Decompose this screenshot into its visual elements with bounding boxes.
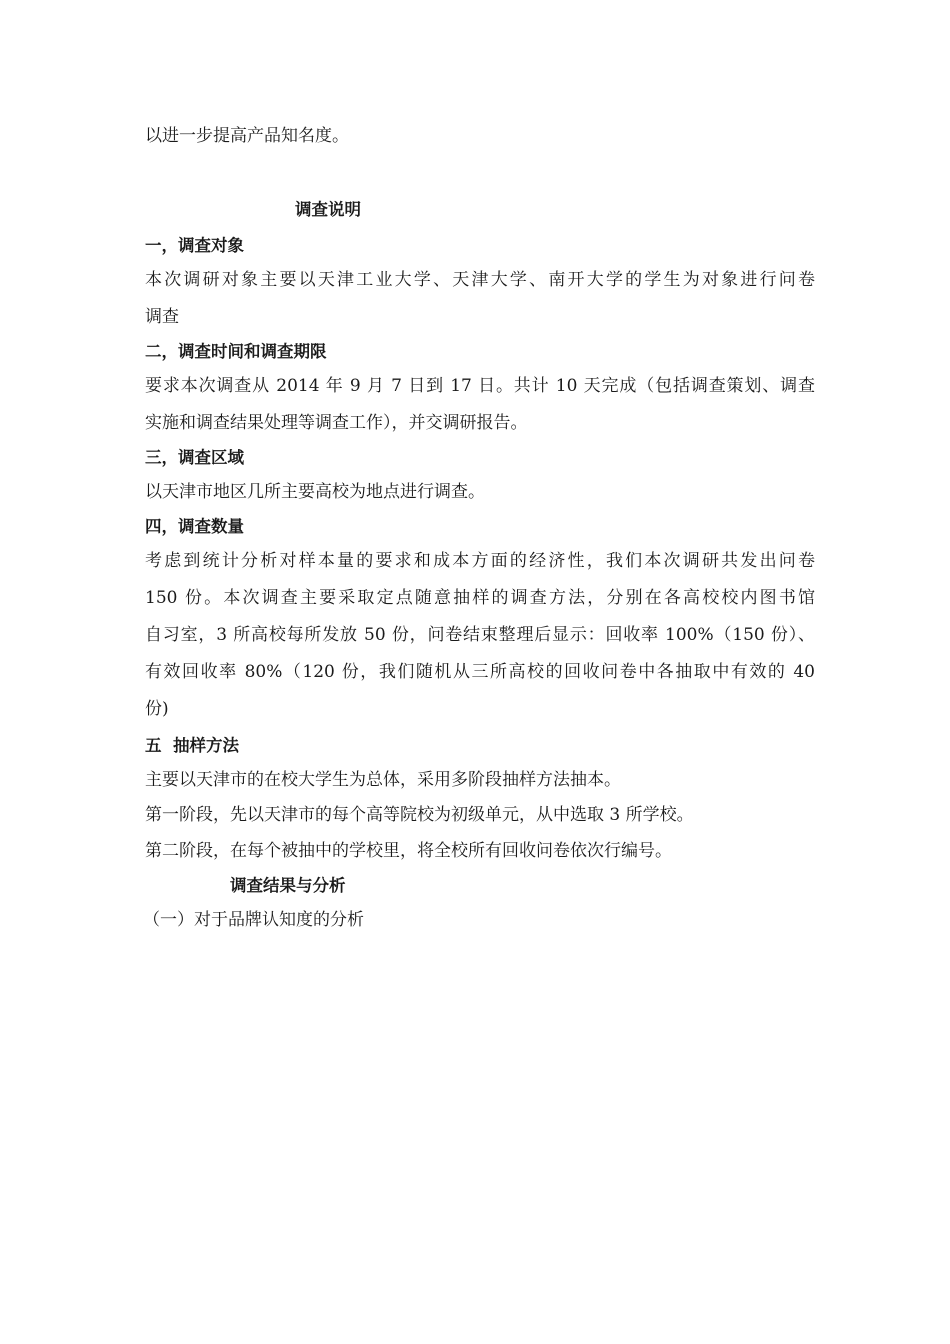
- item-1-line-1: 本次调研对象主要以天津工业大学、天津大学、南开大学的学生为对象进行问卷: [145, 270, 815, 290]
- item-5-line-1: 主要以天津市的在校大学生为总体，采用多阶段抽样方法抽本。: [145, 770, 621, 790]
- item-heading-3: 三，调查区域: [145, 448, 244, 467]
- item-5-line-3: 第二阶段，在每个被抽中的学校里，将全校所有回收问卷依次行编号。: [145, 841, 672, 861]
- item-4-line-2: 150 份。本次调查主要采取定点随意抽样的调查方法，分别在各高校校内图书馆: [145, 588, 815, 608]
- item-3-line-1: 以天津市地区几所主要高校为地点进行调查。: [145, 482, 485, 502]
- item-heading-2: 二，调查时间和调查期限: [145, 342, 327, 361]
- item-1-line-2: 调查: [145, 307, 179, 327]
- results-title: 调查结果与分析: [230, 876, 346, 895]
- item-heading-5: 五 抽样方法: [145, 736, 239, 755]
- item-heading-4: 四，调查数量: [145, 517, 244, 536]
- results-subtitle: （一）对于品牌认知度的分析: [143, 910, 364, 930]
- item-2-line-1: 要求本次调查从 2014 年 9 月 7 日到 17 日。共计 10 天完成（包括调查策划、调查: [145, 376, 815, 396]
- item-4-line-4: 有效回收率 80%（120 份，我们随机从三所高校的回收问卷中各抽取中有效的 40: [145, 662, 815, 682]
- item-4-line-5: 份): [145, 699, 169, 719]
- item-heading-1: 一，调查对象: [145, 236, 244, 255]
- item-4-line-1: 考虑到统计分析对样本量的要求和成本方面的经济性，我们本次调研共发出问卷: [145, 551, 815, 571]
- section-title: 调查说明: [295, 200, 361, 219]
- item-4-line-3: 自习室，3 所高校每所发放 50 份，问卷结束整理后显示：回收率 100%（150 份）、: [145, 625, 815, 645]
- item-2-line-2: 实施和调查结果处理等调查工作），并交调研报告。: [145, 413, 528, 433]
- intro-tail-text: 以进一步提高产品知名度。: [145, 126, 349, 146]
- item-5-line-2: 第一阶段，先以天津市的每个高等院校为初级单元，从中选取 3 所学校。: [145, 805, 694, 825]
